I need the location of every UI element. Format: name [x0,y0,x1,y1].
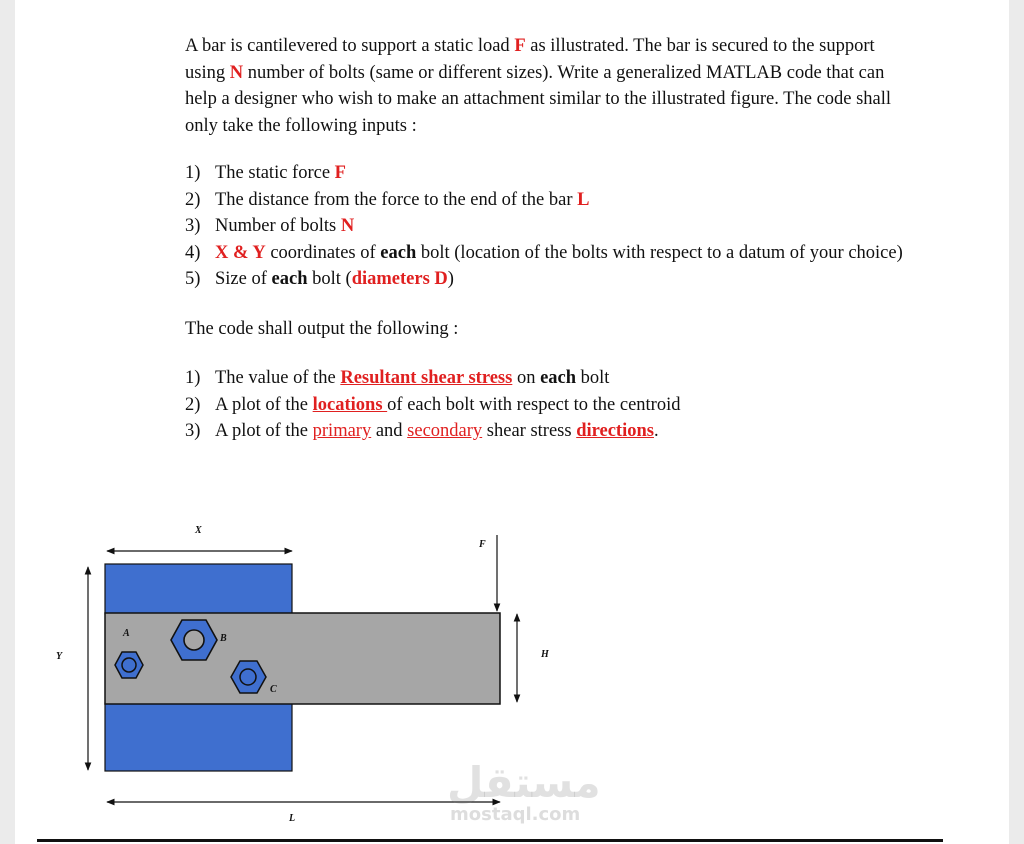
intro-paragraph: A bar is cantilevered to support a static load F as illustrated. The bar is secured to the support using N number of bolts (same or different sizes). Write a generalized MATLAB code that can help a designer who wish to make an attachment similar to the illustrated figure. The code shall only take the following inputs : [185,36,892,136]
label-bolt-b: B [220,633,227,644]
label-l: L [289,813,296,824]
label-h: H [541,649,549,660]
label-y: Y [56,651,63,662]
bolt-b [171,620,217,660]
label-bolt-c: C [270,684,277,695]
list-item: 1) The static force F [185,163,346,183]
list-item: 2) The distance from the force to the end of the bar L [185,189,590,210]
list-item: 3) Number of bolts N [185,216,355,236]
watermark-arabic: مستقل [447,758,601,807]
label-bolt-a: A [123,628,130,639]
support-top [105,564,292,614]
list-item: 5) Size of each bolt (diameters D) [185,269,454,289]
cantilever-bar [105,613,500,704]
list-item: 3) A plot of the primary and secondary shear stress directions. [185,421,659,441]
bottom-divider [37,839,943,842]
outputs-heading: The code shall output the following : [185,318,459,339]
list-item: 2) A plot of the locations of each bolt with respect to the centroid [185,394,681,415]
list-item: 4) X & Y coordinates of each bolt (location of the bolts with respect to a datum of your choice) [185,242,903,263]
bolt-a [115,652,143,678]
label-x: X [195,525,202,536]
list-item: 1) The value of the Resultant shear stress on each bolt [185,368,610,388]
support-bottom [105,703,292,771]
watermark-latin: mostaql.com [450,804,581,825]
label-f: F [479,539,486,550]
